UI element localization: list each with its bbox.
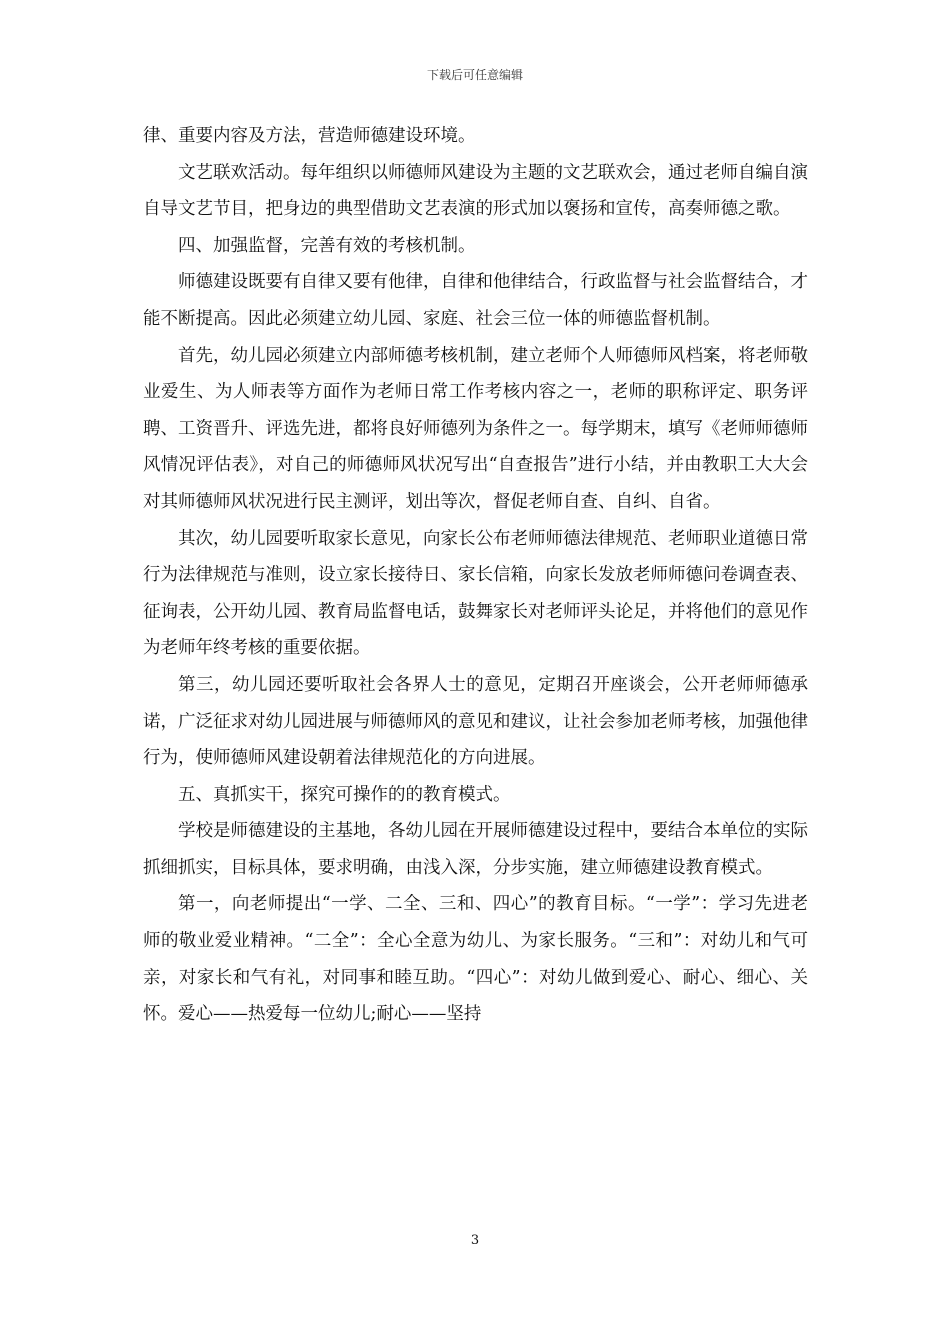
paragraph: 首先，幼儿园必须建立内部师德考核机制，建立老师个人师德师风档案，将老师敬业爱生、为人师表等方面作为老师日常工作考核内容之一，老师的职称评定、职务评聘、工资晋升、评选先进，都将良好师德列为条件之一。每学期末，填写《老师师德师风情况评估表》，对自己的师德师风状况写出“自查报告”进行小结，并由教职工大大会对其师德师风状况进行民主测评，划出等次，督促老师自查、自纠、自省。 [143,345,808,512]
paragraph: 第一，向老师提出“一学、二全、三和、四心”的教育目标。“一学”：学习先进老师的敬业爱业精神。“二全”：全心全意为幼儿、为家长服务。“三和”：对幼儿和气可亲，对家长和气有礼，对同事和睦互助。“四心”：对幼儿做到爱心、耐心、细心、关怀。爱心——热爱每一位幼儿;耐心——坚持 [143,894,808,1025]
document-body [143,118,808,1033]
paragraph: 其次，幼儿园要听取家长意见，向家长公布老师师德法律规范、老师职业道德日常行为法律规范与准则，设立家长接待日、家长信箱，向家长发放老师师德问卷调查表、征询表，公开幼儿园、教育局监督电话，鼓舞家长对老师评头论足，并将他们的意见作为老师年终考核的重要依据。 [143,528,808,659]
paragraph: 学校是师德建设的主基地，各幼儿园在开展师德建设过程中，要结合本单位的实际抓细抓实，目标具体，要求明确，由浅入深，分步实施，建立师德建设教育模式。 [143,821,808,878]
section-heading: 五、真抓实干，探究可操作的的教育模式。 [178,784,511,805]
page-number: 3 [470,1233,480,1248]
page-header: 下载后可任意编辑 [426,68,523,82]
paragraph: 第三，幼儿园还要听取社会各界人士的意见，定期召开座谈会，公开老师师德承诺，广泛征求对幼儿园进展与师德师风的意见和建议，让社会参加老师考核，加强他律行为，使师德师风建设朝着法律规范化的方向进展。 [143,674,808,769]
paragraph: 师德建设既要有自律又要有他律，自律和他律结合，行政监督与社会监督结合，才能不断提高。因此必须建立幼儿园、家庭、社会三位一体的师德监督机制。 [143,272,808,329]
paragraph: 律、重要内容及方法，营造师德建设环境。 [143,126,476,146]
paragraph: 文艺联欢活动。每年组织以师德师风建设为主题的文艺联欢会，通过老师自编自演自导文艺节目，把身边的典型借助文艺表演的形式加以褒扬和宣传，高奏师德之歌。 [143,162,808,220]
section-heading: 四、加强监督，完善有效的考核机制。 [178,235,476,256]
